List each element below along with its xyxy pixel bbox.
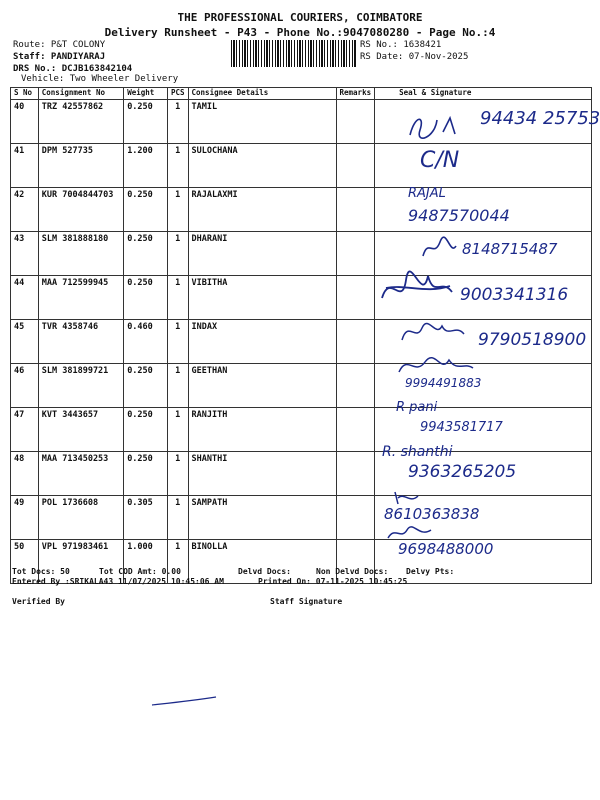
non-delivered-docs: Non Delvd Docs:	[316, 567, 389, 576]
company-title: THE PROFESSIONAL COURIERS, COIMBATORE	[177, 11, 423, 24]
pcs-cell: 1	[167, 320, 188, 364]
sno-cell: 42	[11, 188, 39, 232]
route-label: Route: P&T COLONY	[13, 40, 106, 50]
handwriting-name-42: RAJAL	[408, 186, 446, 201]
rs-number: RS No.: 1638421	[360, 40, 442, 50]
signature-scribble-49	[392, 488, 422, 506]
delivery-points: Delvy Pts:	[406, 567, 455, 576]
drs-number: DRS No.: DCJB163842104	[13, 64, 133, 74]
signature-scribble-40	[405, 110, 475, 142]
remarks-cell	[336, 100, 375, 144]
consignment-cell: SLM 381888180	[38, 232, 123, 276]
sno-cell: 47	[11, 408, 39, 452]
table-header-row	[11, 88, 592, 100]
consignee-cell: GEETHAN	[188, 364, 336, 408]
consignment-cell: SLM 381899721	[38, 364, 123, 408]
weight-cell: 0.250	[124, 232, 168, 276]
handwriting-phone-49: 8610363838	[384, 505, 480, 523]
remarks-cell	[336, 188, 375, 232]
pcs-cell: 1	[167, 188, 188, 232]
consignee-cell: DHARANI	[188, 232, 336, 276]
col-weight: Weight	[124, 88, 168, 100]
sno-cell: 45	[11, 320, 39, 364]
weight-cell: 0.250	[124, 276, 168, 320]
total-cod-amount: Tot COD Amt: 0.00	[99, 567, 181, 576]
sno-cell: 43	[11, 232, 39, 276]
col-consignee: Consignee Details	[188, 88, 336, 100]
weight-cell: 0.305	[124, 496, 168, 540]
handwriting-phone-45: 9790518900	[478, 330, 587, 350]
pcs-cell: 1	[167, 100, 188, 144]
consignment-cell: DPM 527735	[38, 144, 123, 188]
signature-scribble-45	[398, 316, 468, 346]
consignee-cell: TAMIL	[188, 100, 336, 144]
consignee-cell: SHANTHI	[188, 452, 336, 496]
consignee-cell: RAJALAXMI	[188, 188, 336, 232]
handwriting-phone-50: 9698488000	[398, 540, 494, 558]
sno-cell: 40	[11, 100, 39, 144]
col-pcs: PCS	[167, 88, 188, 100]
barcode	[231, 40, 356, 67]
verified-by-label: Verified By	[12, 597, 65, 606]
signature-scribble-44	[376, 268, 458, 310]
weight-cell: 1.200	[124, 144, 168, 188]
table-row	[11, 144, 592, 188]
remarks-cell	[336, 320, 375, 364]
pcs-cell: 1	[167, 232, 188, 276]
sno-cell: 46	[11, 364, 39, 408]
table-row	[11, 496, 592, 540]
handwriting-phone-48: 9363265205	[408, 462, 517, 482]
consignment-cell: TRZ 42557862	[38, 100, 123, 144]
sno-cell: 48	[11, 452, 39, 496]
weight-cell: 0.250	[124, 408, 168, 452]
table-row	[11, 364, 592, 408]
handwriting-phone-46: 9994491883	[405, 376, 482, 390]
consignment-cell: KUR 7004844703	[38, 188, 123, 232]
handwriting-name-47: R pani	[396, 400, 438, 415]
pcs-cell: 1	[167, 364, 188, 408]
consignee-cell: RANJITH	[188, 408, 336, 452]
weight-cell: 0.250	[124, 100, 168, 144]
remarks-cell	[336, 364, 375, 408]
handwriting-phone-42: 9487570044	[408, 206, 510, 225]
col-sno: S No	[11, 88, 39, 100]
entered-by: Entered By :SRIKALA43 11/07/2025 10:45:06 AM	[12, 577, 224, 586]
staff-label: Staff: PANDIYARAJ	[13, 52, 106, 62]
consignment-cell: VPL 971983461	[38, 540, 123, 584]
staff-signature-label: Staff Signature	[270, 597, 343, 606]
remarks-cell	[336, 496, 375, 540]
pcs-cell: 1	[167, 144, 188, 188]
remarks-cell	[336, 276, 375, 320]
consignee-cell: SULOCHANA	[188, 144, 336, 188]
pen-mark	[150, 693, 220, 709]
consignee-cell: VIBITHA	[188, 276, 336, 320]
signature-scribble-46	[395, 352, 475, 378]
weight-cell: 0.460	[124, 320, 168, 364]
weight-cell: 0.250	[124, 188, 168, 232]
remarks-cell	[336, 452, 375, 496]
remarks-cell	[336, 144, 375, 188]
sno-cell: 41	[11, 144, 39, 188]
col-seal-signature: Seal & Signature	[375, 88, 592, 100]
sno-cell: 50	[11, 540, 39, 584]
remarks-cell	[336, 408, 375, 452]
vehicle-label: Vehicle: Two Wheeler Delivery	[21, 74, 179, 84]
sno-cell: 44	[11, 276, 39, 320]
pcs-cell: 1	[167, 540, 188, 584]
consignment-cell: MAA 713450253	[38, 452, 123, 496]
rs-date: RS Date: 07-Nov-2025	[360, 52, 469, 62]
remarks-cell	[336, 232, 375, 276]
sno-cell: 49	[11, 496, 39, 540]
pcs-cell: 1	[167, 408, 188, 452]
signature-scribble-43	[420, 236, 460, 260]
pcs-cell: 1	[167, 452, 188, 496]
consignee-cell: SAMPATH	[188, 496, 336, 540]
pcs-cell: 1	[167, 276, 188, 320]
weight-cell: 0.250	[124, 364, 168, 408]
weight-cell: 1.000	[124, 540, 168, 584]
printed-on: Printed On: 07-11-2025 10:45:25	[258, 577, 408, 586]
handwriting-phone-44: 9003341316	[460, 285, 569, 305]
table-row	[11, 408, 592, 452]
consignment-cell: MAA 712599945	[38, 276, 123, 320]
col-consignment: Consignment No	[38, 88, 123, 100]
consignment-cell: TVR 4358746	[38, 320, 123, 364]
handwriting-phone-47: 9943581717	[420, 420, 503, 435]
consignment-cell: KVT 3443657	[38, 408, 123, 452]
runsheet-subtitle: Delivery Runsheet - P43 - Phone No.:9047080280 - Page No.:4	[104, 26, 496, 39]
delivered-docs: Delvd Docs:	[238, 567, 291, 576]
consignee-cell: INDAX	[188, 320, 336, 364]
handwriting-name-48: R. shanthi	[382, 444, 453, 460]
signature-cell	[375, 144, 592, 188]
handwriting-cn: C/N	[420, 148, 460, 173]
consignment-cell: POL 1736608	[38, 496, 123, 540]
weight-cell: 0.250	[124, 452, 168, 496]
handwriting-phone-43: 8148715487	[462, 240, 558, 258]
handwriting-phone-40: 94434 25753	[480, 108, 600, 129]
total-docs: Tot Docs: 50	[12, 567, 70, 576]
consignee-cell: BINOLLA	[188, 540, 336, 584]
col-remarks: Remarks	[336, 88, 375, 100]
pcs-cell: 1	[167, 496, 188, 540]
